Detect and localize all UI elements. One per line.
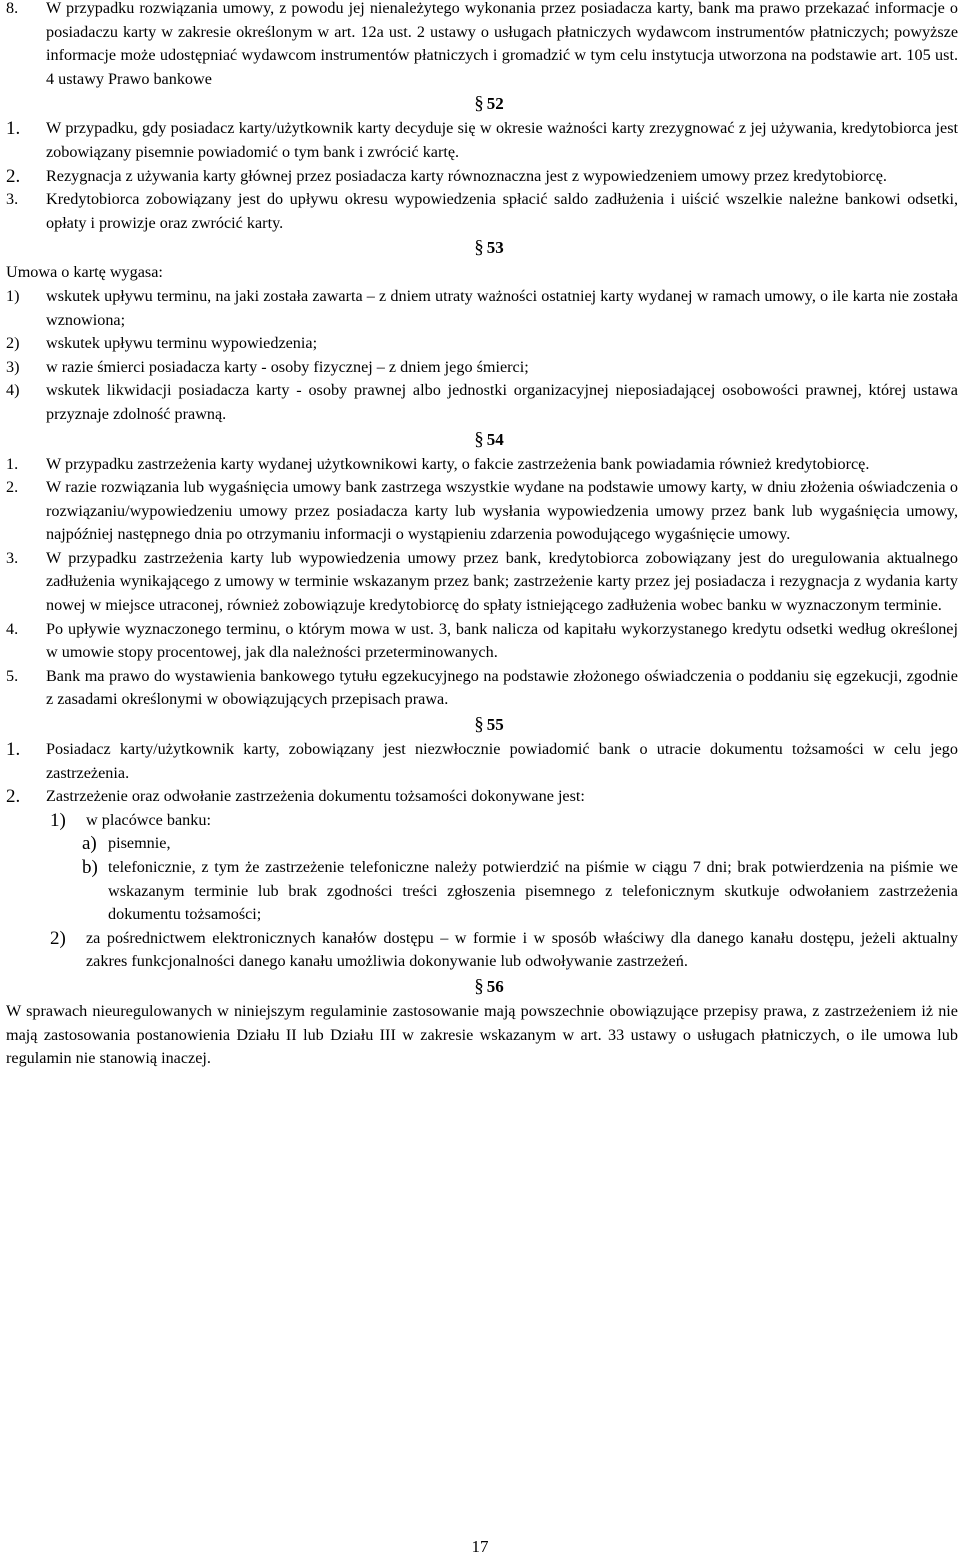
item-number: 4) (6, 381, 20, 400)
item-text: Rezygnacja z używania karty głównej przez posiadacza karty równoznaczna jest z wypowiedzeniem umowy przez kredytobiorcę. (46, 166, 887, 185)
s55-sub-1 (0, 809, 958, 833)
section-heading-52 (0, 91, 958, 117)
sub-item-letter: a) (82, 833, 97, 855)
item-text: w razie śmierci posiadacza karty - osoby fizycznej – z dniem jego śmierci; (46, 357, 529, 376)
sub-item-number: 2) (50, 927, 66, 949)
section-heading-54 (0, 427, 958, 453)
s56-text: W sprawach nieuregulowanych w niniejszym regulaminie zastosowanie mają powszechnie obowiązujące przepisy prawa, z zastrzeżeniem iż nie mają zastosowania postanowienia Działu II lub Działu III w zakresie wskazanym w art. 33 ustawy o usługach płatniczych, o ile umowa lub regulamin nie stanowią inaczej. (6, 1001, 958, 1068)
section-heading-56 (0, 974, 958, 1000)
item-number: 1) (6, 286, 20, 305)
item-text: W przypadku zastrzeżenia karty lub wypowiedzenia umowy przez bank, kredytobiorca zobowiązany jest do uregulowania aktualnego zadłużenia wynikającego z umowy w terminie wskazanym przez bank; zastrzeżenie karty przez jej posiadacza i rezygnacja z wydania karty nowej w miejsce utraconej, również zobowiązuje kredytobiorcę do spłaty istniejącego zadłużenia wobec banku w wyznaczonym terminie. (46, 548, 958, 615)
s54-item-2 (0, 476, 958, 547)
page-footer (0, 1537, 960, 1557)
section-number: 54 (486, 429, 504, 449)
item-text: W razie rozwiązania lub wygaśnięcia umowy bank zastrzega wszystkie wydane na podstawie umowy karty, w dniu złożenia oświadczenia o rozwiązaniu/wypowiedzeniu umowy przez posiadacza karty lub wysłania wypowiedzenia umowy przez bank lub wygaśnięcia umowy, najpóźniej następnego dnia po otrzymaniu informacji o wystąpieniu zdarzenia powodującego wygaśnięcie umowy. (46, 478, 958, 544)
s53-item-1 (0, 285, 958, 332)
item-text: Po upływie wyznaczonego terminu, o którym mowa w ust. 3, bank nalicza od kapitału wykorzystanego kredytu odsetki według określonej w umowie stopy procentowej, jak dla należności przeterminowanych. (46, 619, 958, 662)
paragraph-item-8 (0, 0, 958, 91)
s54-item-3 (0, 547, 958, 618)
item-text: Posiadacz karty/użytkownik karty, zobowiązany jest niezwłocznie powiadomić bank o utracie dokumentu tożsamości w celu jego zastrzeżenia. (46, 740, 958, 782)
s53-item-4 (0, 379, 958, 426)
item-number: 3. (6, 190, 19, 209)
section-number: 56 (486, 976, 504, 996)
s52-item-3 (0, 188, 958, 235)
item-text: Kredytobiorca zobowiązany jest do upływu okresu wypowiedzenia spłacić saldo zadłużenia i uiścić wszelkie należne bankowi odsetki, opłaty i prowizje oraz zwrócić karty. (46, 190, 958, 232)
item-number: 1. (6, 454, 19, 473)
sub-item-text: za pośrednictwem elektronicznych kanałów dostępu – w formie i w sposób właściwy dla danego kanału dostępu, jeżeli aktualny zakres funkcjonalności danego kanału umożliwia dokonywanie lub odwoływanie zastrzeżeń. (86, 928, 958, 971)
item-text: W przypadku rozwiązania umowy, z powodu jej nienależytego wykonania przez posiadacza karty, bank ma prawo przekazać informacje o posiadaczu karty w zakresie określonym w art. 12a ust. 2 ustawy o usługach płatniczych wydawcom instrumentów płatniczych; powyższe informacje może udostępniać wydawcom instrumentów płatniczych i gromadzić w tym celu instytucja utworzona na podstawie art. 105 ust. 4 ustawy Prawo bankowe (46, 0, 958, 88)
section-symbol: § (474, 93, 484, 115)
s52-item-1 (0, 117, 958, 164)
section-heading-55 (0, 712, 958, 738)
sub-item-letter: b) (82, 857, 98, 878)
item-number: 2. (6, 478, 19, 497)
item-number: 5. (6, 666, 19, 685)
item-number: 4. (6, 619, 19, 638)
sub-item-text: w placówce banku: (86, 810, 211, 829)
item-number: 2. (6, 786, 21, 808)
item-text: W przypadku zastrzeżenia karty wydanej użytkownikowi karty, o fakcie zastrzeżenia bank powiadamia również kredytobiorcę. (46, 454, 870, 473)
item-text: Bank ma prawo do wystawienia bankowego tytułu egzekucyjnego na podstawie złożonego oświadczenia o poddaniu się egzekucji, zgodnie z zasadami określonymi w obowiązujących przepisach prawa. (46, 666, 958, 709)
section-symbol: § (474, 714, 484, 736)
section-symbol: § (474, 237, 484, 259)
item-text: W przypadku, gdy posiadacz karty/użytkownik karty decyduje się w okresie ważności karty zrezygnować z jej używania, kredytobiorca jest zobowiązany pisemnie powiadomić o tym bank i zwrócić kartę. (46, 119, 958, 161)
item-number: 1. (6, 118, 21, 140)
section-symbol: § (474, 975, 484, 997)
item-text: wskutek likwidacji posiadacza karty - osoby prawnej albo jednostki organizacyjnej nieposiadającej osobowości prawnej, której ustawa przyznaje zdolność prawną. (46, 381, 958, 423)
s53-item-2 (0, 332, 958, 356)
s55-item-1 (0, 738, 958, 785)
section-symbol: § (474, 428, 484, 450)
item-number: 2) (6, 334, 20, 353)
s54-item-4 (0, 618, 958, 665)
item-number: 1. (6, 739, 21, 761)
section-heading-53 (0, 235, 958, 261)
item-number: 8. (6, 0, 19, 17)
sub-item-text: pisemnie, (108, 834, 171, 853)
section-number: 55 (486, 715, 504, 735)
s55-sub-1a (0, 832, 958, 856)
section-number: 53 (486, 238, 504, 258)
s53-item-3 (0, 356, 958, 380)
s54-item-5 (0, 665, 958, 712)
item-text: wskutek upływu terminu wypowiedzenia; (46, 334, 318, 353)
s55-sub-2 (0, 927, 958, 974)
item-number: 3) (6, 357, 20, 376)
s55-sub-1b (0, 856, 958, 927)
item-text: wskutek upływu terminu, na jaki została zawarta – z dniem utraty ważności ostatniej karty wydanej w ramach umowy, o ile karta nie została wznowiona; (46, 286, 958, 329)
s55-item-2 (0, 785, 958, 809)
item-number: 2. (6, 165, 21, 187)
page-number: 17 (471, 1537, 489, 1556)
s53-intro: Umowa o kartę wygasa: (6, 263, 163, 282)
item-number: 3. (6, 548, 19, 567)
sub-item-number: 1) (50, 809, 66, 831)
item-text: Zastrzeżenie oraz odwołanie zastrzeżenia dokumentu tożsamości dokonywane jest: (46, 787, 585, 806)
section-number: 52 (486, 94, 504, 114)
s52-item-2 (0, 165, 958, 189)
sub-item-text: telefonicznie, z tym że zastrzeżenie telefoniczne należy potwierdzić na piśmie w ciągu 7 dni; brak potwierdzenia na piśmie we wskazanym terminie lub brak zgodności treści zgłoszenia pisemnego z telefonicznym skutkuje odwołaniem zastrzeżenia dokumentu tożsamości; (108, 858, 958, 924)
s54-item-1 (0, 453, 958, 477)
